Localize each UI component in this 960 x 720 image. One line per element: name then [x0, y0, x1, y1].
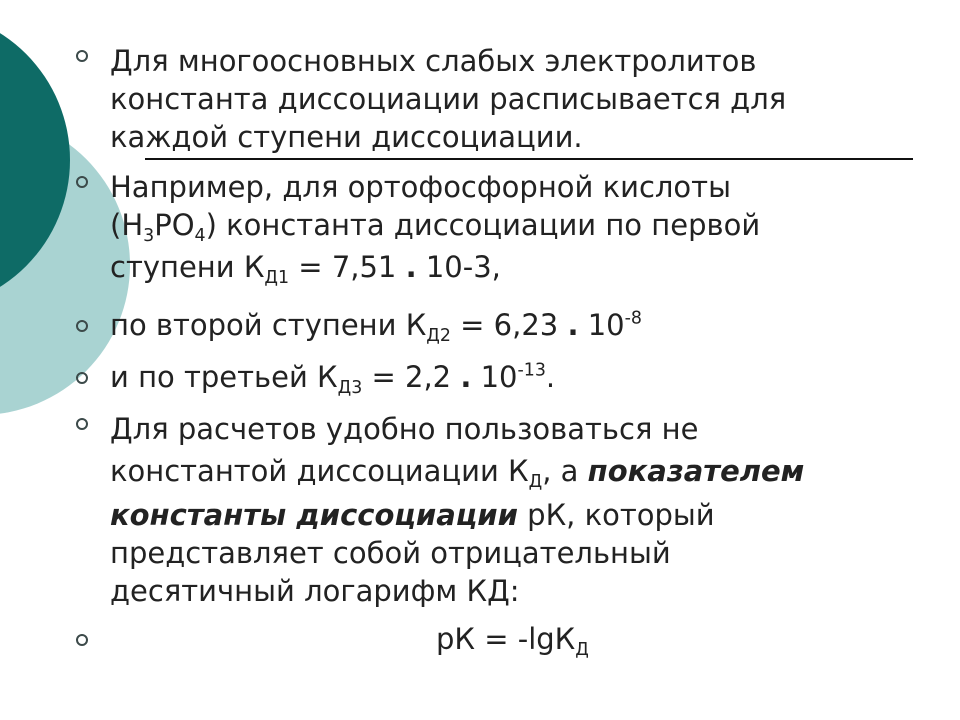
circle-bullet-icon: [76, 50, 88, 62]
circle-bullet-icon: [76, 320, 88, 332]
pk-formula: рК = -lgК$_Д$: [436, 622, 589, 661]
divider-line: [145, 158, 913, 160]
paragraph-third-step: и по третьей $К_{Д3} = 2,2$ . $10^{-13}$.: [110, 360, 556, 399]
paragraph-second-step: по второй ступени $К_{Д2} = 6,23$ . $10^{-8}$: [110, 308, 642, 347]
circle-bullet-icon: [76, 372, 88, 384]
paragraph-pk-definition: Для расчетов удобно пользоваться не константой диссоциации $К_Д$, а показателем константы диссоциации рК, который представляет собой отрицательный десятичный логарифм КД:: [110, 412, 805, 608]
circle-bullet-icon: [76, 418, 88, 430]
paragraph-example: Например, для ортофосфорной кислоты $(H_3PO_4)$ константа диссоциации по первой ступени $К_{Д1} = 7,51$ . 10-3,: [110, 170, 761, 289]
circle-bullet-icon: [76, 176, 88, 188]
circle-bullet-icon: [76, 634, 88, 646]
paragraph-intro: Для многоосновных слабых электролитов константа диссоциации расписывается для каждой ступени диссоциации.: [110, 44, 787, 154]
